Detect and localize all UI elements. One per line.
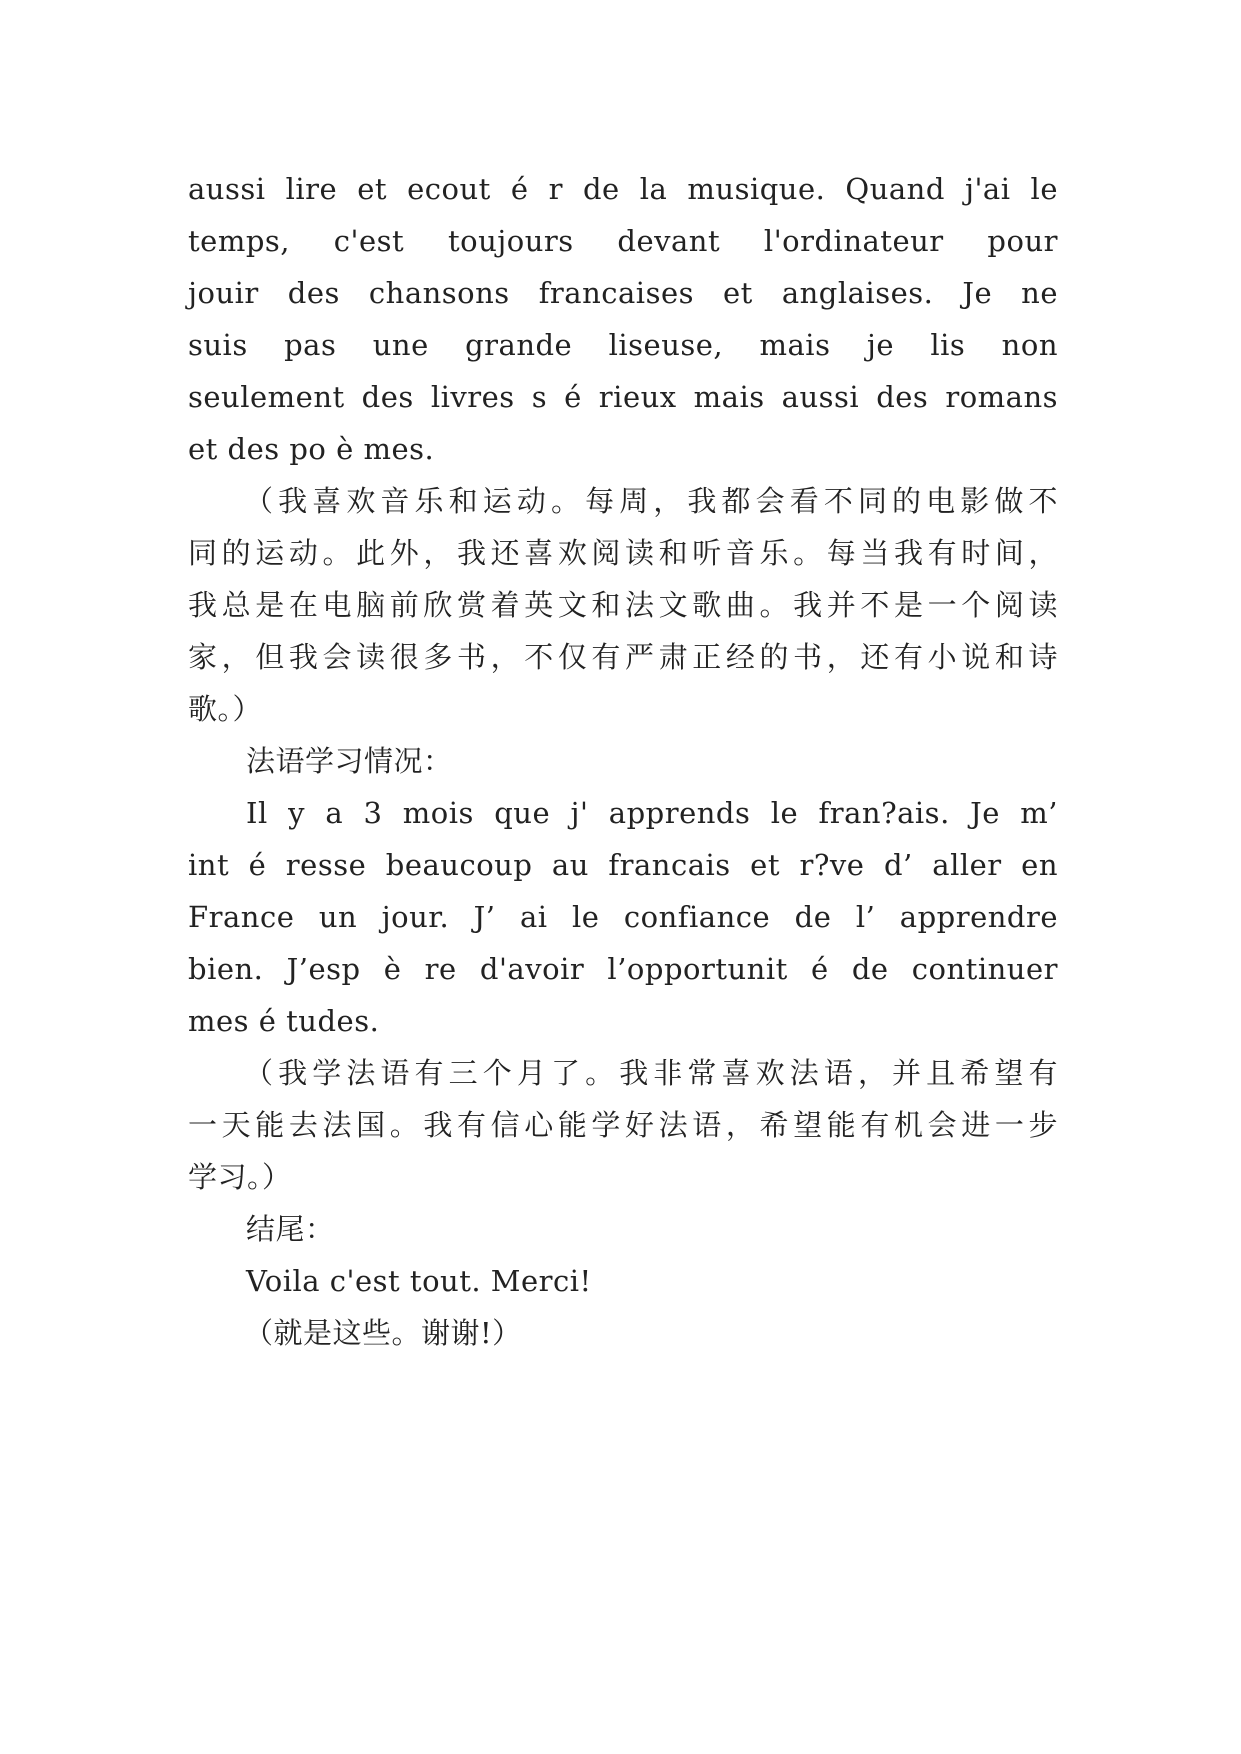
text-line: 学习。） [188,1160,292,1194]
text-line: int é resse beaucoup au francais et r?ve d’ aller en [188,848,1058,882]
text-line: aussi lire et ecout é r de la musique. Quand j'ai le [188,172,1058,206]
text-line: Voila c'est tout. Merci! [246,1264,592,1298]
text-line: seulement des livres s é rieux mais aussi des romans [188,380,1058,414]
text-line: （我喜欢音乐和运动。每周，我都会看不同的电影做不 [244,484,1058,518]
text-line: temps, c'est toujours devant l'ordinateur pour [188,224,1058,258]
text-line: 同的运动。此外，我还喜欢阅读和听音乐。每当我有时间， [188,536,1058,570]
section-heading: 结尾： [246,1212,335,1246]
text-line: bien. J’esp è re d'avoir l’opportunit é de continuer [188,952,1058,986]
text-line: France un jour. J’ ai le confiance de l’ apprendre [188,900,1058,934]
text-line: suis pas une grande liseuse, mais je lis non [188,328,1058,362]
text-line: 我总是在电脑前欣赏着英文和法文歌曲。我并不是一个阅读 [188,588,1058,622]
text-line: jouir des chansons francaises et anglaises. Je ne [188,276,1058,310]
section-heading: 法语学习情况： [246,744,453,778]
text-line: （就是这些。谢谢!） [244,1316,522,1350]
text-line: mes é tudes. [188,1004,380,1038]
text-line: Il y a 3 mois que j' apprends le fran?ais. Je m’ [246,796,1058,830]
text-line: （我学法语有三个月了。我非常喜欢法语，并且希望有 [244,1056,1058,1090]
text-line: et des po è mes. [188,432,435,466]
text-line: 家，但我会读很多书，不仅有严肃正经的书，还有小说和诗 [188,640,1058,674]
text-line: 歌。） [188,692,263,726]
text-line: 一天能去法国。我有信心能学好法语，希望能有机会进一步 [188,1108,1058,1142]
